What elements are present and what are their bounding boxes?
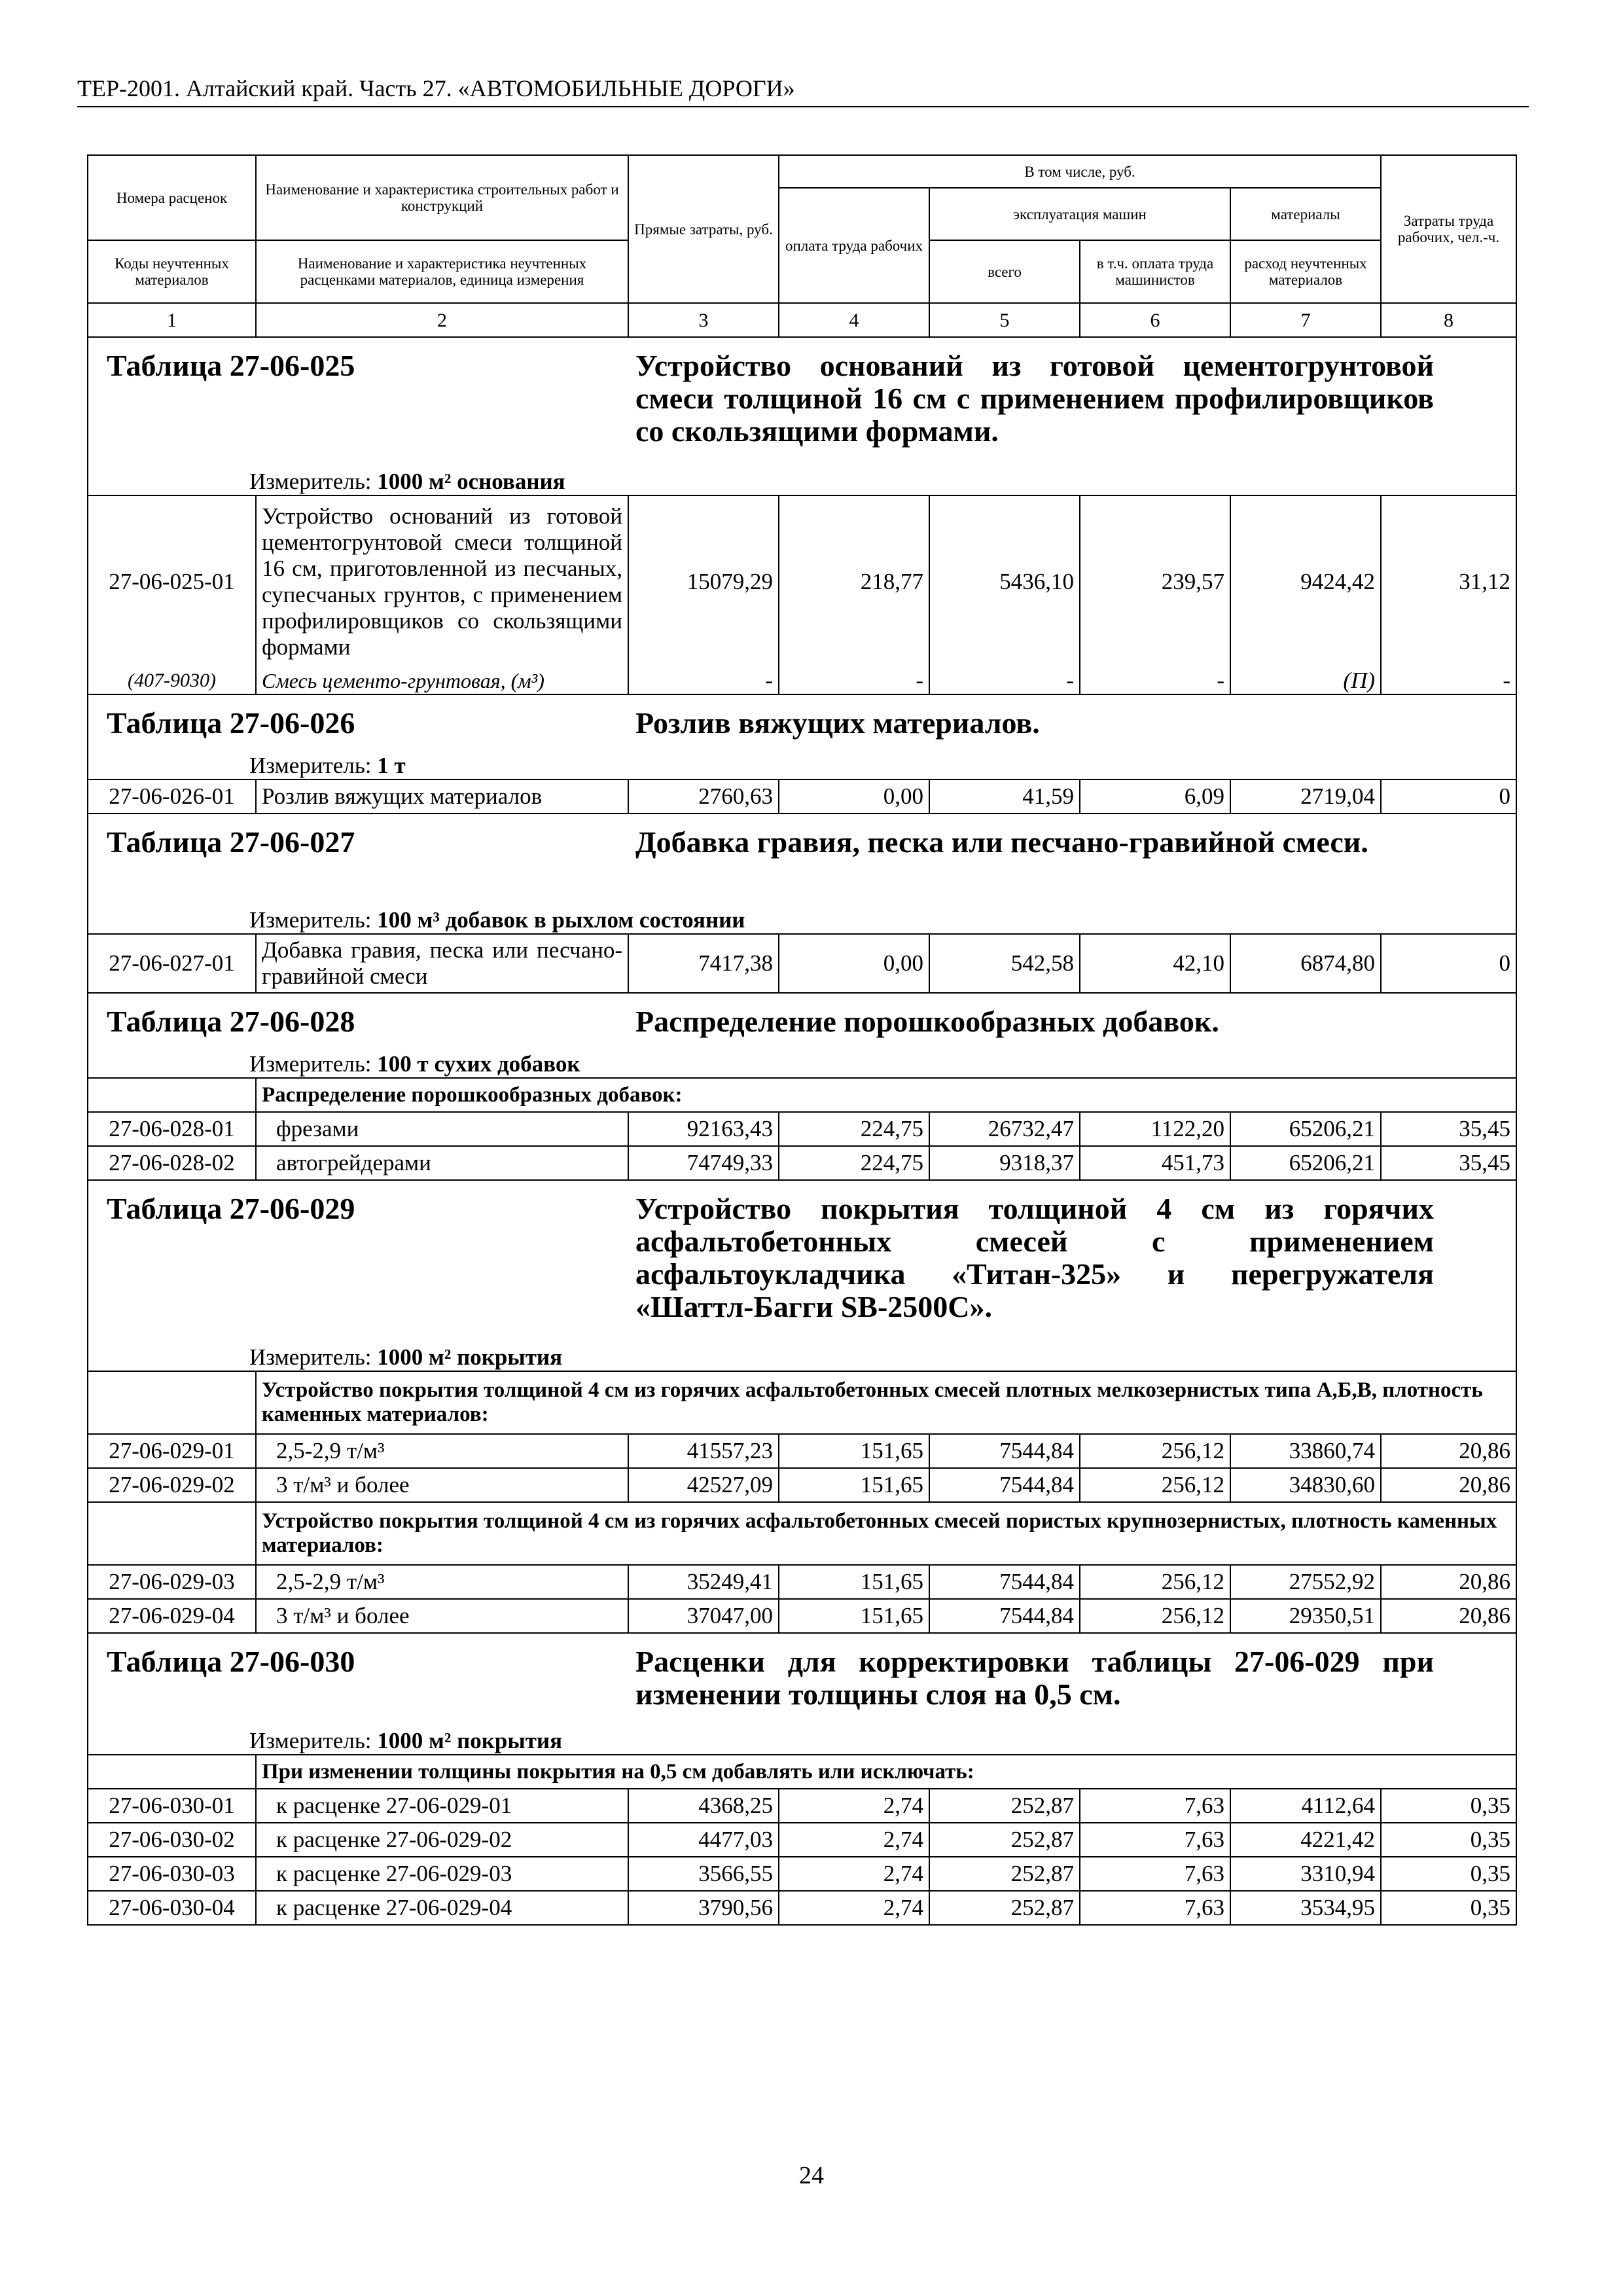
labor-pay: 151,65 — [779, 1434, 929, 1468]
col2-top-header: Наименование и характеристика строительных работ и конструкций — [256, 155, 628, 240]
labor-pay: 151,65 — [779, 1565, 929, 1599]
col8-header: Затраты труда рабочих, чел.-ч. — [1381, 155, 1516, 303]
col-number: 8 — [1381, 303, 1516, 337]
rate-code: 27-06-030-01 — [88, 1789, 256, 1823]
table-title: Таблица 27-06-026 — [107, 706, 355, 740]
rate-code: 27-06-029-02 — [88, 1468, 256, 1502]
materials-cost: 2719,04 — [1230, 780, 1381, 814]
labor-hours: 0,35 — [1381, 1823, 1516, 1857]
table-description: Розлив вяжущих материалов. — [635, 706, 1040, 740]
materials-cost: 9424,42 — [1230, 495, 1381, 667]
col7-header: расход неучтенных материалов — [1230, 240, 1381, 303]
materials-cost: 3310,94 — [1230, 1857, 1381, 1891]
labor-hours: 20,86 — [1381, 1599, 1516, 1633]
material-code: (407-9030) — [88, 667, 256, 694]
direct-costs: 2760,63 — [628, 780, 779, 814]
table-title: Таблица 27-06-030 — [107, 1645, 355, 1678]
labor-hours: - — [1381, 667, 1516, 694]
machines-header: эксплуатация машин — [929, 188, 1230, 240]
direct-costs: 41557,23 — [628, 1434, 779, 1468]
direct-costs: 74749,33 — [628, 1146, 779, 1180]
table-title: Таблица 27-06-028 — [107, 1005, 355, 1038]
materials-cost: 4112,64 — [1230, 1789, 1381, 1823]
measurement-unit: Измеритель: 100 м³ добавок в рыхлом состоянии — [88, 906, 1516, 934]
subgroup-heading: Распределение порошкообразных добавок: — [256, 1078, 1516, 1112]
labor-hours: 20,86 — [1381, 1468, 1516, 1502]
labor-hours: 31,12 — [1381, 495, 1516, 667]
section-title — [88, 814, 1516, 859]
direct-costs: 42527,09 — [628, 1468, 779, 1502]
rate-code: 27-06-027-01 — [88, 934, 256, 993]
table-description: Устройство покрытия толщиной 4 см из горячих асфальтобетонных смесей с применением асфальтоукладчика «Титан-325» и перегружателя «Шаттл-Багги SB-2500C». — [635, 1192, 1434, 1323]
operators-pay: 7,63 — [1080, 1823, 1230, 1857]
labor-hours: 20,86 — [1381, 1434, 1516, 1468]
operators-pay: 256,12 — [1080, 1599, 1230, 1633]
rate-code: 27-06-030-02 — [88, 1823, 256, 1857]
operators-pay: 7,63 — [1080, 1857, 1230, 1891]
rate-name: фрезами — [256, 1112, 628, 1146]
machines-total: 252,87 — [929, 1823, 1080, 1857]
machines-total: 542,58 — [929, 934, 1080, 993]
materials-cost: 29350,51 — [1230, 1599, 1381, 1633]
col-number: 2 — [256, 303, 628, 337]
rates-table — [87, 154, 1517, 1926]
direct-costs: - — [628, 667, 779, 694]
machines-total: 41,59 — [929, 780, 1080, 814]
rate-name: Устройство оснований из готовой цементогрунтовой смеси толщиной 16 см, приготовленной из песчаных, супесчаных грунтов, с применением профилировщиков со скользящими формами — [256, 495, 628, 667]
labor-hours: 0 — [1381, 934, 1516, 993]
section-title — [88, 1634, 1516, 1711]
rate-name: Розлив вяжущих материалов — [256, 780, 628, 814]
materials-cost: 4221,42 — [1230, 1823, 1381, 1857]
operators-pay: 256,12 — [1080, 1468, 1230, 1502]
direct-costs: 3790,56 — [628, 1891, 779, 1925]
rate-code: 27-06-029-03 — [88, 1565, 256, 1599]
rate-name: 2,5-2,9 т/м³ — [256, 1434, 628, 1468]
direct-costs: 92163,43 — [628, 1112, 779, 1146]
direct-costs: 7417,38 — [628, 934, 779, 993]
rate-code: 27-06-029-04 — [88, 1599, 256, 1633]
machines-total: 7544,84 — [929, 1599, 1080, 1633]
labor-hours: 35,45 — [1381, 1146, 1516, 1180]
operators-pay: 256,12 — [1080, 1434, 1230, 1468]
labor-pay: 224,75 — [779, 1146, 929, 1180]
labor-pay: 151,65 — [779, 1468, 929, 1502]
materials-cost: 33860,74 — [1230, 1434, 1381, 1468]
direct-costs: 4477,03 — [628, 1823, 779, 1857]
operators-pay: - — [1080, 667, 1230, 694]
labor-pay: 0,00 — [779, 934, 929, 993]
col1-top-header: Номера расценок — [88, 155, 256, 240]
subgroup-heading: Устройство покрытия толщиной 4 см из горячих асфальтобетонных смесей плотных мелкозернистых типа А,Б,В, плотность каменных материалов: — [256, 1371, 1516, 1434]
rate-name: к расценке 27-06-029-02 — [256, 1823, 628, 1857]
materials-cost: 3534,95 — [1230, 1891, 1381, 1925]
table-description: Добавка гравия, песка или песчано-гравийной смеси. — [635, 825, 1368, 859]
labor-hours: 35,45 — [1381, 1112, 1516, 1146]
direct-costs: 4368,25 — [628, 1789, 779, 1823]
rate-code: 27-06-028-01 — [88, 1112, 256, 1146]
materials-cost: 65206,21 — [1230, 1146, 1381, 1180]
col3-header: Прямые затраты, руб. — [628, 155, 779, 303]
labor-pay: 2,74 — [779, 1857, 929, 1891]
table-title: Таблица 27-06-025 — [107, 349, 355, 382]
labor-hours: 20,86 — [1381, 1565, 1516, 1599]
measurement-unit: Измеритель: 100 т сухих добавок — [88, 1050, 1516, 1078]
section-title — [88, 1181, 1516, 1323]
labor-pay: 2,74 — [779, 1823, 929, 1857]
col5-header: всего — [929, 240, 1080, 303]
machines-total: 7544,84 — [929, 1468, 1080, 1502]
page-header: ТЕР-2001. Алтайский край. Часть 27. «АВТОМОБИЛЬНЫЕ ДОРОГИ» — [77, 71, 1529, 107]
direct-costs: 37047,00 — [628, 1599, 779, 1633]
materials-cost: 65206,21 — [1230, 1112, 1381, 1146]
col6-header: в т.ч. оплата труда машинистов — [1080, 240, 1230, 303]
labor-pay: 2,74 — [779, 1891, 929, 1925]
materials-cost: (П) — [1230, 667, 1381, 694]
subgroup-heading: Устройство покрытия толщиной 4 см из горячих асфальтобетонных смесей пористых крупнозернистых, плотность каменных материалов: — [256, 1502, 1516, 1565]
materials-cost: 6874,80 — [1230, 934, 1381, 993]
operators-pay: 6,09 — [1080, 780, 1230, 814]
table-description: Устройство оснований из готовой цементогрунтовой смеси толщиной 16 см с применением профилировщиков со скользящими формами. — [635, 349, 1434, 448]
labor-pay: 2,74 — [779, 1789, 929, 1823]
group-header: В том числе, руб. — [779, 155, 1381, 188]
rate-name: 2,5-2,9 т/м³ — [256, 1565, 628, 1599]
operators-pay: 451,73 — [1080, 1146, 1230, 1180]
labor-pay: 218,77 — [779, 495, 929, 667]
measurement-unit: Измеритель: 1000 м² покрытия — [88, 1344, 1516, 1371]
col2-bottom-header: Наименование и характеристика неучтенных расценками материалов, единица измерения — [256, 240, 628, 303]
labor-pay: 0,00 — [779, 780, 929, 814]
col-number: 5 — [929, 303, 1080, 337]
labor-hours: 0,35 — [1381, 1857, 1516, 1891]
rate-name: к расценке 27-06-029-01 — [256, 1789, 628, 1823]
col-number: 6 — [1080, 303, 1230, 337]
rate-code: 27-06-029-01 — [88, 1434, 256, 1468]
labor-pay: 224,75 — [779, 1112, 929, 1146]
table-description: Распределение порошкообразных добавок. — [635, 1005, 1219, 1038]
table-title: Таблица 27-06-029 — [107, 1192, 355, 1225]
table-description: Расценки для корректировки таблицы 27-06-029 при изменении толщины слоя на 0,5 см. — [635, 1645, 1434, 1711]
operators-pay: 7,63 — [1080, 1891, 1230, 1925]
col-number: 3 — [628, 303, 779, 337]
rate-name: автогрейдерами — [256, 1146, 628, 1180]
direct-costs: 3566,55 — [628, 1857, 779, 1891]
col-number: 1 — [88, 303, 256, 337]
direct-costs: 15079,29 — [628, 495, 779, 667]
materials-cost: 34830,60 — [1230, 1468, 1381, 1502]
machines-total: - — [929, 667, 1080, 694]
machines-total: 252,87 — [929, 1789, 1080, 1823]
labor-pay: 151,65 — [779, 1599, 929, 1633]
rate-name: к расценке 27-06-029-03 — [256, 1857, 628, 1891]
materials-cost: 27552,92 — [1230, 1565, 1381, 1599]
machines-total: 7544,84 — [929, 1565, 1080, 1599]
materials-header: материалы — [1230, 188, 1381, 240]
col4-header: оплата труда рабочих — [779, 188, 929, 303]
labor-pay: - — [779, 667, 929, 694]
machines-total: 5436,10 — [929, 495, 1080, 667]
labor-hours: 0,35 — [1381, 1891, 1516, 1925]
rate-code: 27-06-026-01 — [88, 780, 256, 814]
rate-name: 3 т/м³ и более — [256, 1468, 628, 1502]
rate-code: 27-06-028-02 — [88, 1146, 256, 1180]
machines-total: 9318,37 — [929, 1146, 1080, 1180]
measurement-unit: Измеритель: 1000 м² основания — [88, 468, 1516, 495]
labor-hours: 0,35 — [1381, 1789, 1516, 1823]
direct-costs: 35249,41 — [628, 1565, 779, 1599]
machines-total: 252,87 — [929, 1857, 1080, 1891]
section-title — [88, 695, 1516, 740]
labor-hours: 0 — [1381, 780, 1516, 814]
measurement-unit: Измеритель: 1 т — [88, 752, 1516, 780]
col1-bottom-header: Коды неучтенных материалов — [88, 240, 256, 303]
operators-pay: 256,12 — [1080, 1565, 1230, 1599]
measurement-unit: Измеритель: 1000 м² покрытия — [88, 1727, 1516, 1755]
rate-name: к расценке 27-06-029-04 — [256, 1891, 628, 1925]
rate-code: 27-06-030-04 — [88, 1891, 256, 1925]
rate-name: 3 т/м³ и более — [256, 1599, 628, 1633]
operators-pay: 7,63 — [1080, 1789, 1230, 1823]
operators-pay: 42,10 — [1080, 934, 1230, 993]
col-number: 7 — [1230, 303, 1381, 337]
machines-total: 26732,47 — [929, 1112, 1080, 1146]
page-number: 24 — [799, 2162, 824, 2189]
machines-total: 252,87 — [929, 1891, 1080, 1925]
subgroup-heading: При изменении толщины покрытия на 0,5 см добавлять или исключать: — [256, 1755, 1516, 1789]
rate-code: 27-06-030-03 — [88, 1857, 256, 1891]
table-title: Таблица 27-06-027 — [107, 825, 355, 859]
rate-code: 27-06-025-01 — [88, 495, 256, 667]
rate-name: Добавка гравия, песка или песчано-гравийной смеси — [256, 934, 628, 993]
operators-pay: 1122,20 — [1080, 1112, 1230, 1146]
operators-pay: 239,57 — [1080, 495, 1230, 667]
section-title — [88, 338, 1516, 448]
section-title — [88, 994, 1516, 1038]
material-name: Смесь цементо-грунтовая, (м³) — [256, 667, 628, 694]
col-number: 4 — [779, 303, 929, 337]
machines-total: 7544,84 — [929, 1434, 1080, 1468]
